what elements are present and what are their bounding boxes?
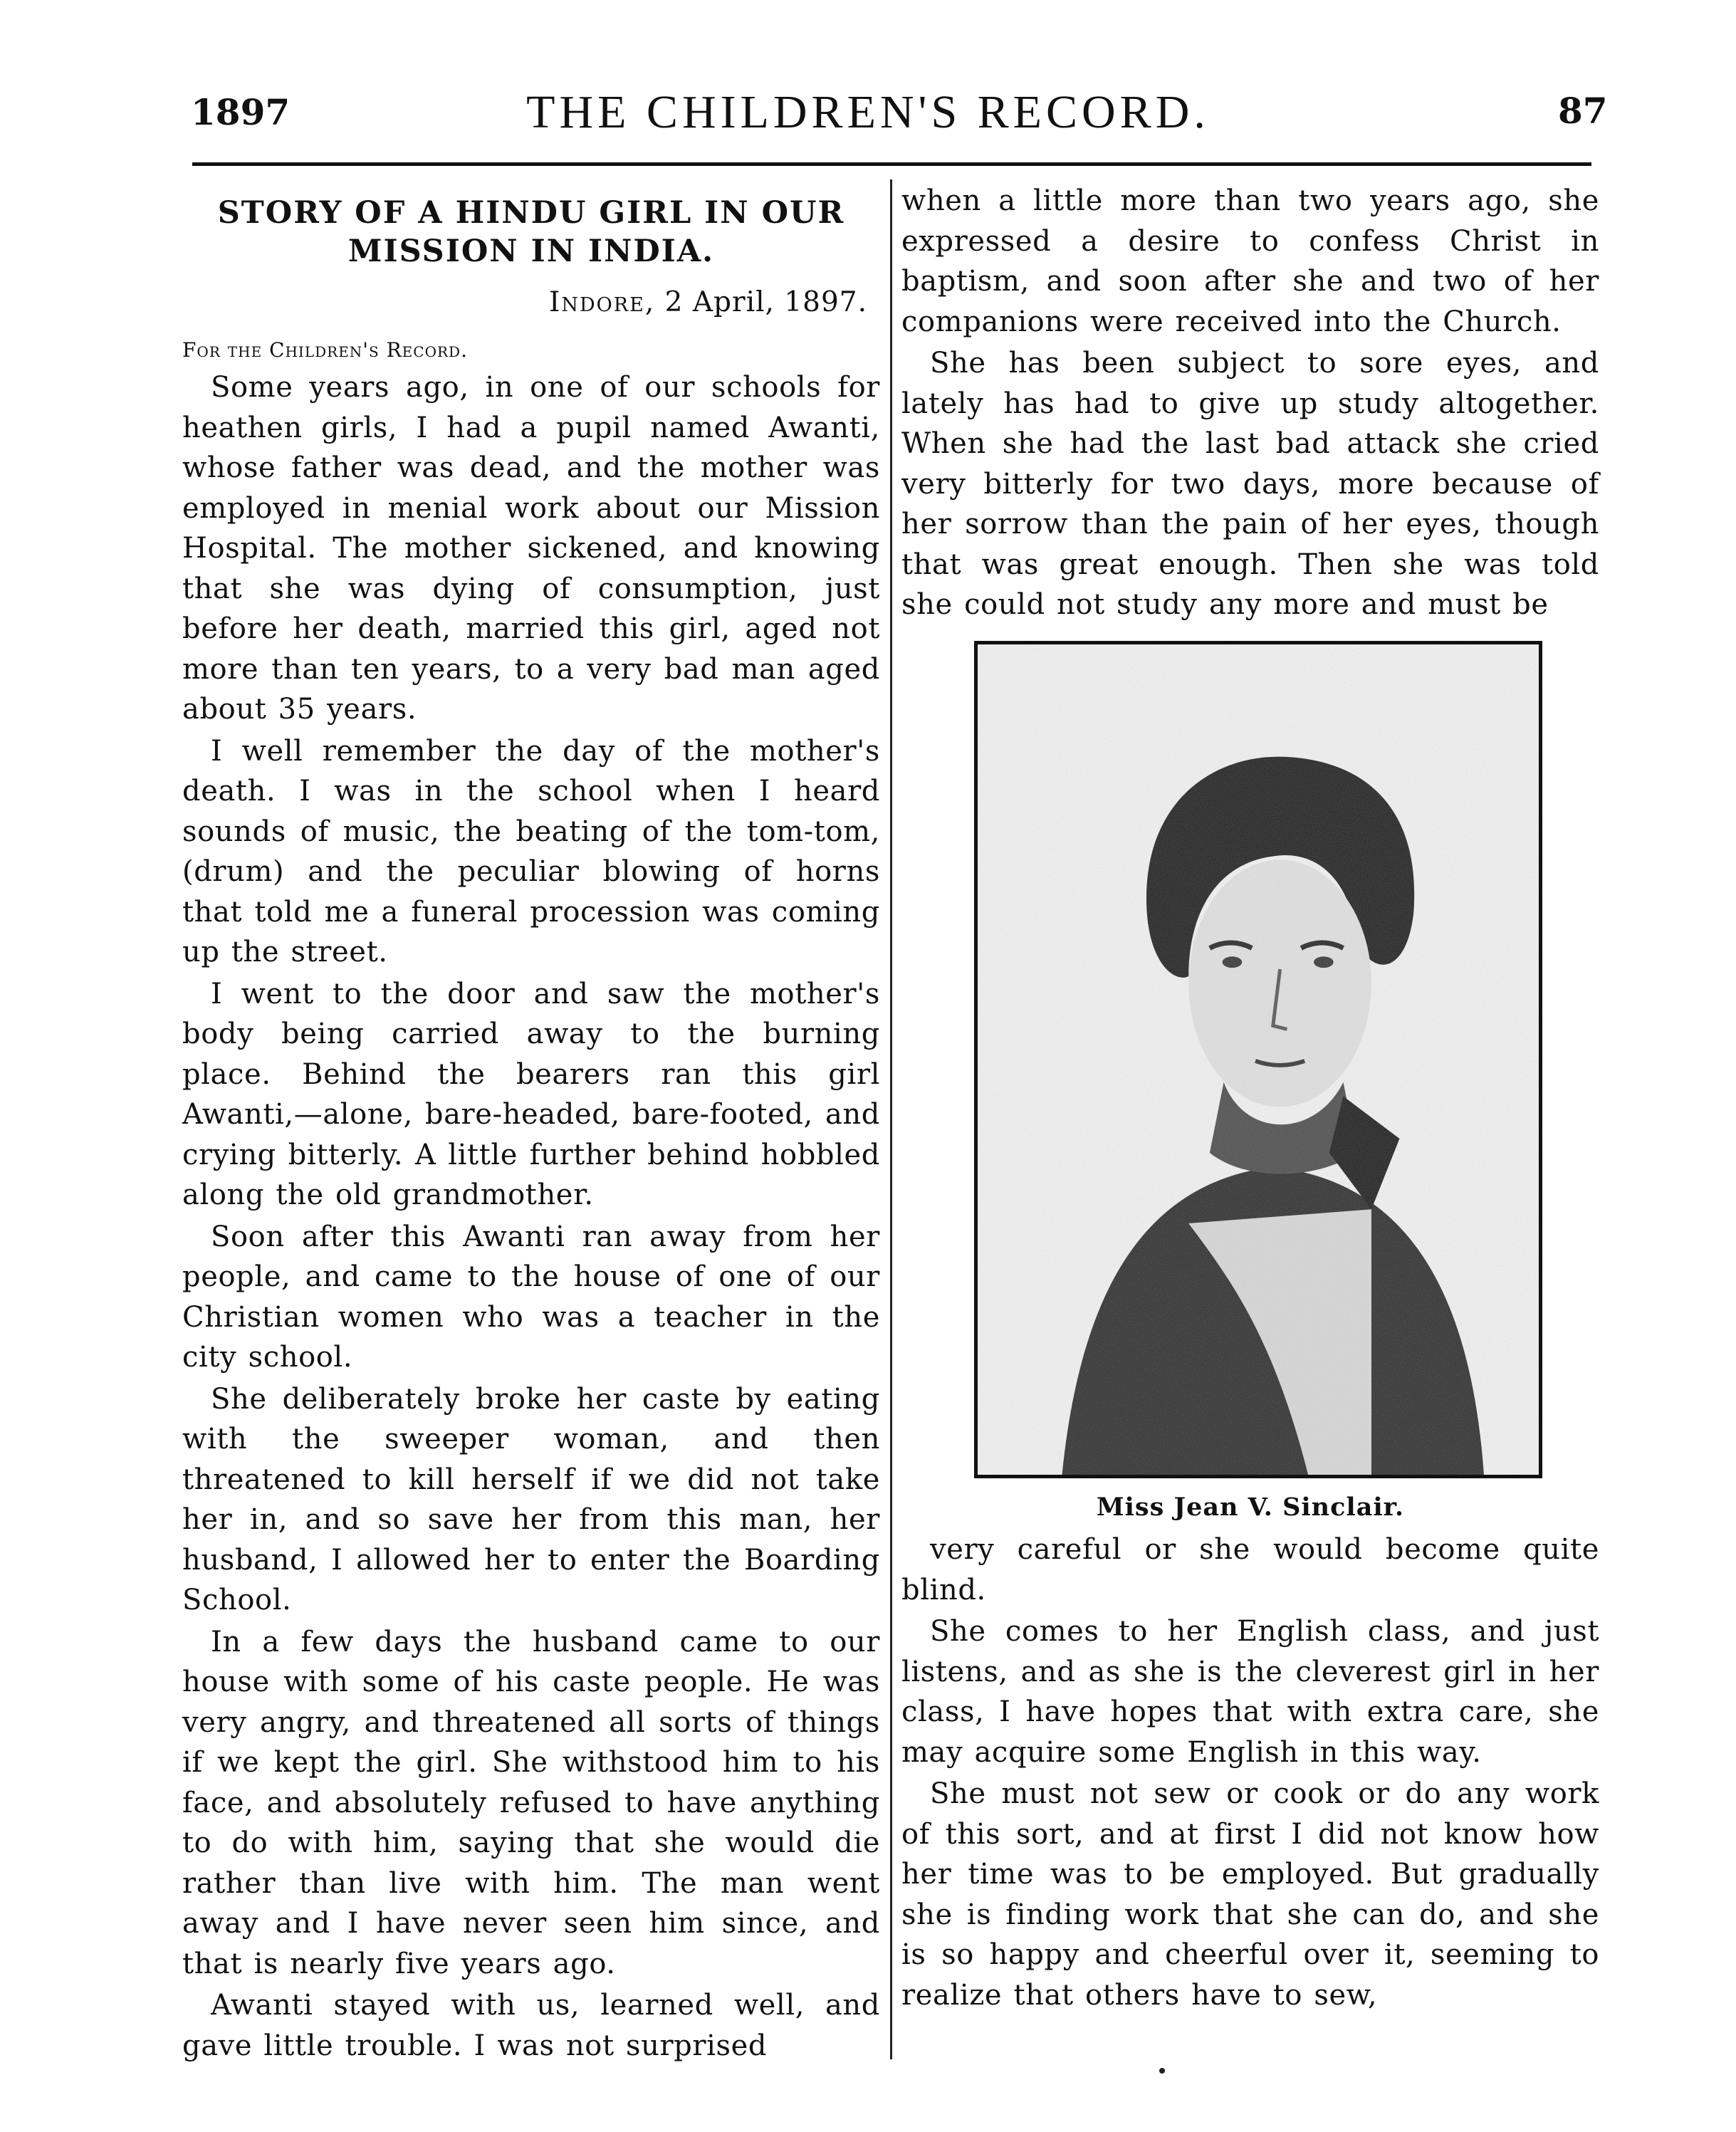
left-column <box>182 194 880 2066</box>
dateline-place: Indore, <box>548 286 656 318</box>
photo-caption: Miss Jean V. Sinclair. <box>1096 1493 1405 1522</box>
paragraph: Some years ago, in one of our schools for heathen girls, I had a pupil named Awanti, whose father was dead, and the mother was employed in menial work about our Mission Hospital. The mother sickened, and knowing that she was dying of consumption, just before her death, married this girl, aged not more than ten years, to a very bad man aged about 35 years. <box>182 371 880 726</box>
header-year: 1897 <box>191 91 291 133</box>
story-title <box>182 194 880 271</box>
portrait-photo <box>974 641 1542 1478</box>
paragraph: Soon after this Awanti ran away from her people, and came to the house of one of our Christian women who was a teacher in the city school. <box>182 1220 880 1374</box>
right-column-lower <box>901 1530 1599 2015</box>
dateline <box>182 286 867 318</box>
paragraph: Awanti stayed with us, learned well, and gave little trouble. I was not surprised <box>182 1989 880 2062</box>
page-number: 87 <box>1558 90 1608 132</box>
publication-title: THE CHILDREN'S RECORD. <box>526 86 1210 138</box>
paragraph: In a few days the husband came to our house with some of his caste people. He was very angry, and threatened all sorts of things if we kept the girl. She withstood him to his face, and absolutely refused to have anything to do with him, saying that she would die rather than live with him. The man went away and I have never seen him since, and that is nearly five years ago. <box>182 1625 880 1980</box>
paragraph: She comes to her English class, and just listens, and as she is the cleverest girl in her class, I have hopes that with extra care, she may acquire some English in this way. <box>901 1615 1599 1769</box>
paragraph: very careful or she would become quite blind. <box>901 1533 1599 1606</box>
portrait-illustration <box>978 644 1539 1475</box>
story-title-line-2: MISSION IN INDIA. <box>347 234 715 269</box>
paragraph: I went to the door and saw the mother's body being carried away to the burning place. Behind the bearers ran this girl Awanti,—alone, bare-headed, bare-footed, and crying bitterly. A little further behind hobbled along the old grandmother. <box>182 977 880 1211</box>
column-divider <box>890 179 892 2059</box>
paragraph: She must not sew or cook or do any work of this sort, and at first I did not know how her time was to be employed. But gradually she is finding work that she can do, and she is so happy and cheerful over it, seeming to realize that others have to sew, <box>901 1777 1599 2012</box>
paragraph: She has been subject to sore eyes, and lately has had to give up study altogether. When she had the last bad attack she cried very bitterly for two days, more because of her sorrow than the pain of her eyes, though that was great enough. Then she was told she could not study any more and must be <box>901 347 1599 621</box>
header-rule <box>192 162 1591 166</box>
byline-credit: For the Children's Record. <box>182 338 468 362</box>
paragraph: I well remember the day of the mother's death. I was in the school when I heard sounds of music, the beating of the tom-tom, (drum) and the peculiar blowing of horns that told me a funeral procession was coming up the street. <box>182 734 880 968</box>
right-column-upper <box>901 181 1599 625</box>
story-title-line-1: STORY OF A HINDU GIRL IN OUR <box>217 195 845 231</box>
bottom-ink-dot <box>1159 2068 1165 2074</box>
paragraph: She deliberately broke her caste by eating with the sweeper woman, and then threatened to kill herself if we did not take her in, and so save her from this man, her husband, I allowed her to enter the Boarding School. <box>182 1382 880 1616</box>
dateline-date: 2 April, 1897. <box>664 286 867 318</box>
paragraph: when a little more than two years ago, she expressed a desire to confess Christ in baptism, and soon after she and two of her companions were received into the Church. <box>901 184 1599 338</box>
